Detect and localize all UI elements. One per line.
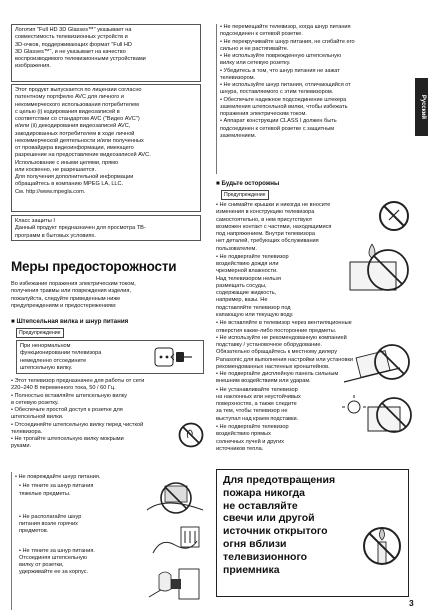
text-line: функционировании телевизора bbox=[20, 350, 102, 357]
text-line: немедленно отсоедините bbox=[20, 357, 87, 364]
wet-hand-prohibited-icon bbox=[178, 422, 204, 448]
no-sunlight-icon bbox=[336, 393, 416, 443]
text-line: воздействию дождя или bbox=[216, 261, 279, 268]
text-line: пожара никогда bbox=[223, 486, 306, 499]
text-line: от провайдера видеоинформации, имеющего bbox=[15, 145, 134, 152]
intro-text bbox=[11, 281, 206, 310]
text-line: • Аппарат конструкции CLASS I должен быть bbox=[220, 118, 337, 125]
text-line: в сетевую розетку. bbox=[11, 399, 59, 406]
text-line: чрезмерной влажности. bbox=[216, 268, 278, 275]
text-line: пожалуйста, следуйте приведенным ниже bbox=[11, 295, 121, 302]
text-line: рекомендованных настенных кронштейнов. bbox=[216, 363, 330, 370]
text-line: телевизионного bbox=[223, 550, 308, 563]
no-disassembly-icon bbox=[378, 200, 410, 232]
unstable-surface-icon bbox=[336, 342, 416, 392]
text-line: пользователем. bbox=[216, 245, 257, 252]
plug-bullets bbox=[11, 378, 206, 451]
cord-heavy-object-icon bbox=[145, 478, 205, 518]
item-sun bbox=[216, 424, 334, 453]
text-line: предупреждениям и предостережениям: bbox=[11, 302, 117, 309]
top-bullet-lines bbox=[220, 24, 411, 140]
text-line: Этот продукт выпускается по лицензии согласно bbox=[15, 87, 142, 93]
no-candle-icon bbox=[362, 520, 402, 572]
text-line: При ненормальном bbox=[20, 343, 71, 349]
text-line: • Не подвергайте телевизор bbox=[216, 423, 289, 430]
text-line: удерживайте ее за корпус. bbox=[19, 569, 89, 576]
text-line: получения травмы или повреждения изделия, bbox=[11, 288, 131, 295]
text-line: Данный продукт предназначен для просмотра ТВ- bbox=[15, 225, 146, 232]
language-tab-label: Русский bbox=[419, 94, 426, 120]
warning-badge-2: Предупреждение bbox=[221, 190, 269, 200]
text-line: Panasonic для выполнения настройки или установки bbox=[216, 356, 354, 363]
text-line: заземления штепсельной вилки, чтобы избежать bbox=[220, 103, 348, 110]
warning-badge: Предупреждение bbox=[16, 328, 64, 338]
notice-lines bbox=[15, 27, 197, 71]
text-line: • Обеспечьте надежное подсоединение штекера bbox=[220, 96, 347, 103]
page-number: 3 bbox=[409, 598, 414, 608]
text-line: Для предотвращения bbox=[223, 474, 336, 486]
text-line: телевизора. bbox=[11, 428, 43, 435]
p5-lines bbox=[216, 424, 334, 453]
text-line: внешним воздействиям или ударам. bbox=[216, 378, 311, 385]
text-line: источников тепла. bbox=[216, 445, 264, 452]
text-line: изменения в конструкцию телевизора bbox=[216, 209, 315, 216]
text-line: заземлением. bbox=[220, 132, 257, 139]
text-line: возможен контакт с частями, находящимися bbox=[216, 223, 332, 230]
text-line: приемника bbox=[223, 563, 280, 576]
text-line: • Полностью вставляйте штепсельную вилку bbox=[11, 392, 128, 399]
text-line: воздействию прямых bbox=[216, 431, 271, 438]
text-line: Использование с иными целями, прямо bbox=[15, 159, 119, 166]
text-line: подставку / установочное оборудование. bbox=[216, 342, 323, 349]
text-line: шнура, поставляемого с этим телевизором. bbox=[220, 89, 334, 96]
text-line: Логотип "Full HD 3D Glasses™" указывает на bbox=[15, 27, 132, 33]
text-line: • Не перемещайте телевизор, когда шнур питания bbox=[220, 24, 351, 30]
cord-heat-icon bbox=[145, 523, 205, 559]
text-line: обращайтесь в компанию MPEG LA, LLC. bbox=[15, 181, 124, 188]
text-line: разрешение на предоставление видеозаписей AVC. bbox=[15, 152, 151, 159]
page-title: Меры предосторожности bbox=[11, 259, 177, 274]
text-line: поверхностях, а также следите bbox=[216, 401, 297, 408]
p4-lines bbox=[216, 387, 334, 423]
text-line: телевизором. bbox=[220, 74, 256, 81]
text-line: соответствии со стандартом AVC ("Видео AVC") bbox=[15, 116, 140, 123]
language-tab bbox=[415, 78, 428, 136]
text-line: • Этот телевизор предназначен для работы от сети bbox=[11, 378, 145, 384]
text-line: нет деталей, требующих обслуживания bbox=[216, 238, 319, 245]
text-line: содержащие жидкость, bbox=[216, 290, 277, 297]
text-line: сильно и не растягивайте. bbox=[220, 45, 289, 52]
text-line: с целью (i) кодирования видеозаписей в bbox=[15, 108, 120, 115]
text-line: закодированных потребителем в ходе личной bbox=[15, 130, 135, 137]
text-line: • Не вставляйте в телевизор через вентиляционные bbox=[216, 320, 352, 327]
text-line: на наклонных или неустойчивых bbox=[216, 393, 301, 400]
text-line: вилку или сетевую розетку. bbox=[220, 60, 291, 67]
avc-license-notice bbox=[11, 84, 201, 212]
text-line: некоммерческой деятельности и/или полученных bbox=[15, 137, 144, 144]
section-plug-cord: ■ Штепсельная вилка и шнур питания bbox=[11, 318, 129, 325]
text-line: • Отсоединяйте штепсельную вилку перед чисткой bbox=[11, 421, 144, 428]
text-line: 3D-очков, поддерживающих формат "Full HD bbox=[15, 41, 132, 48]
text-line: совместимость телевизионных устройств и bbox=[15, 34, 128, 41]
intro-lines bbox=[11, 281, 206, 310]
text-line: солнечных лучей и других bbox=[216, 438, 285, 445]
text-line: • Не тяните за шнур питания bbox=[19, 483, 94, 490]
text-line: самостоятельно, в нем присутствуют bbox=[216, 216, 313, 223]
text-line: поражения электрическим током. bbox=[220, 111, 307, 118]
item-unstable bbox=[216, 387, 334, 423]
text-line: • Не располагайте шнур bbox=[19, 513, 82, 520]
text-line: • Убедитесь в том, что шнур питания не зажат bbox=[220, 67, 340, 74]
text-line: • Не перекручивайте шнур питания, не сгибайте его bbox=[220, 38, 355, 45]
text-line: руками. bbox=[11, 443, 32, 450]
text-line: Над телевизором нельзя bbox=[216, 275, 281, 282]
text-line: или косвенно, не разрешается. bbox=[15, 166, 97, 173]
text-line: выступал над краем подставки. bbox=[216, 415, 299, 422]
text-line: • Обеспечьте простой доступ к розетке для bbox=[11, 407, 123, 414]
text-line: • Не используйте не рекомендованную компанией bbox=[216, 334, 347, 341]
class-notice bbox=[11, 215, 201, 241]
text-line: См. http://www.mpegla.com. bbox=[15, 188, 86, 195]
text-line: 220–240 В переменного тока, 50 / 60 Гц. bbox=[11, 385, 116, 392]
text-line: капающую или текущую воду. bbox=[216, 311, 294, 318]
text-line: отверстия какие-либо посторонние предметы. bbox=[216, 327, 337, 334]
text-line: программ в бытовых условиях. bbox=[15, 232, 96, 239]
bullet-lines bbox=[11, 378, 206, 451]
text-line: • Не снимайте крышки и никогда не вносите bbox=[216, 202, 331, 208]
pull-plug-icon bbox=[145, 565, 205, 605]
text-line: • Не тяните за шнур питания. bbox=[19, 547, 95, 554]
text-line: патентному портфелю AVC для личного и bbox=[15, 94, 124, 101]
text-line: вилку от розетки, bbox=[19, 562, 64, 569]
no-liquid-icon bbox=[336, 240, 416, 298]
text-line: под напряжением. Внутри телевизора bbox=[216, 231, 315, 238]
text-line: предметов. bbox=[19, 528, 49, 535]
text-line: • Не устанавливайте телевизор bbox=[216, 386, 298, 393]
text-line: некоммерческого использования потребителем bbox=[15, 101, 139, 108]
license-lines bbox=[15, 87, 197, 196]
text-line: изображения. bbox=[15, 63, 51, 70]
text-line: воспроизводимого телевизионными устройствами bbox=[15, 56, 146, 63]
text-line: тяжелые предметы. bbox=[19, 490, 71, 497]
text-line: • Не используйте шнур питания, отличающийся от bbox=[220, 82, 351, 89]
full-hd-3d-notice bbox=[11, 24, 201, 82]
text-line: Во избежание поражения электрическим током, bbox=[11, 281, 136, 287]
text-line: Класс защиты I bbox=[15, 218, 55, 224]
text-line: • Не подвергайте телевизор bbox=[216, 253, 289, 260]
text-line: • Не используйте поврежденную штепсельную bbox=[220, 53, 342, 60]
text-line: Отсоединяя штепсельную bbox=[19, 554, 88, 561]
text-line: не оставляйте bbox=[223, 499, 298, 512]
p2-lines bbox=[216, 254, 334, 319]
text-line: подсоединен к сетевой розетке. bbox=[220, 31, 303, 38]
text-line: источник открытого bbox=[223, 525, 328, 538]
text-line: 3D Glasses™", и не указывает на качество bbox=[15, 48, 126, 55]
text-line: Обязательно обращайтесь к местному дилеру bbox=[216, 349, 338, 356]
text-line: огня вблизи bbox=[223, 537, 287, 550]
plug-icon bbox=[152, 345, 192, 369]
text-line: свечи или другой bbox=[223, 512, 315, 525]
text-line: Для получения дополнительной информации bbox=[15, 174, 134, 181]
text-line: например, вазы. Не bbox=[216, 297, 268, 304]
cord-bullets-continued bbox=[216, 24, 411, 174]
text-line: размещать сосуды, bbox=[216, 282, 267, 289]
cord-head: • Не повреждайте шнур питания. bbox=[15, 474, 101, 480]
text-line: за тем, чтобы телевизор не bbox=[216, 408, 288, 415]
class-lines bbox=[15, 218, 197, 240]
item-rain bbox=[216, 254, 334, 319]
text-line: подставляйте телевизор под bbox=[216, 304, 291, 311]
section-be-careful: ■ Будьте осторожны bbox=[216, 180, 280, 187]
text-line: и/или (ii) декодирования видеозаписей AVC, bbox=[15, 123, 131, 130]
text-line: подсоединен к сетевой розетке с защитным bbox=[220, 125, 335, 132]
text-line: питания возле горячих bbox=[19, 521, 78, 528]
text-line: штепсельную вилку. bbox=[20, 364, 73, 371]
text-line: • Не подвергайте дисплейную панель сильным bbox=[216, 371, 339, 378]
text-line: штепсельной вилки. bbox=[11, 414, 64, 421]
text-line: • Не трогайте штепсельную вилку мокрыми bbox=[11, 436, 124, 443]
